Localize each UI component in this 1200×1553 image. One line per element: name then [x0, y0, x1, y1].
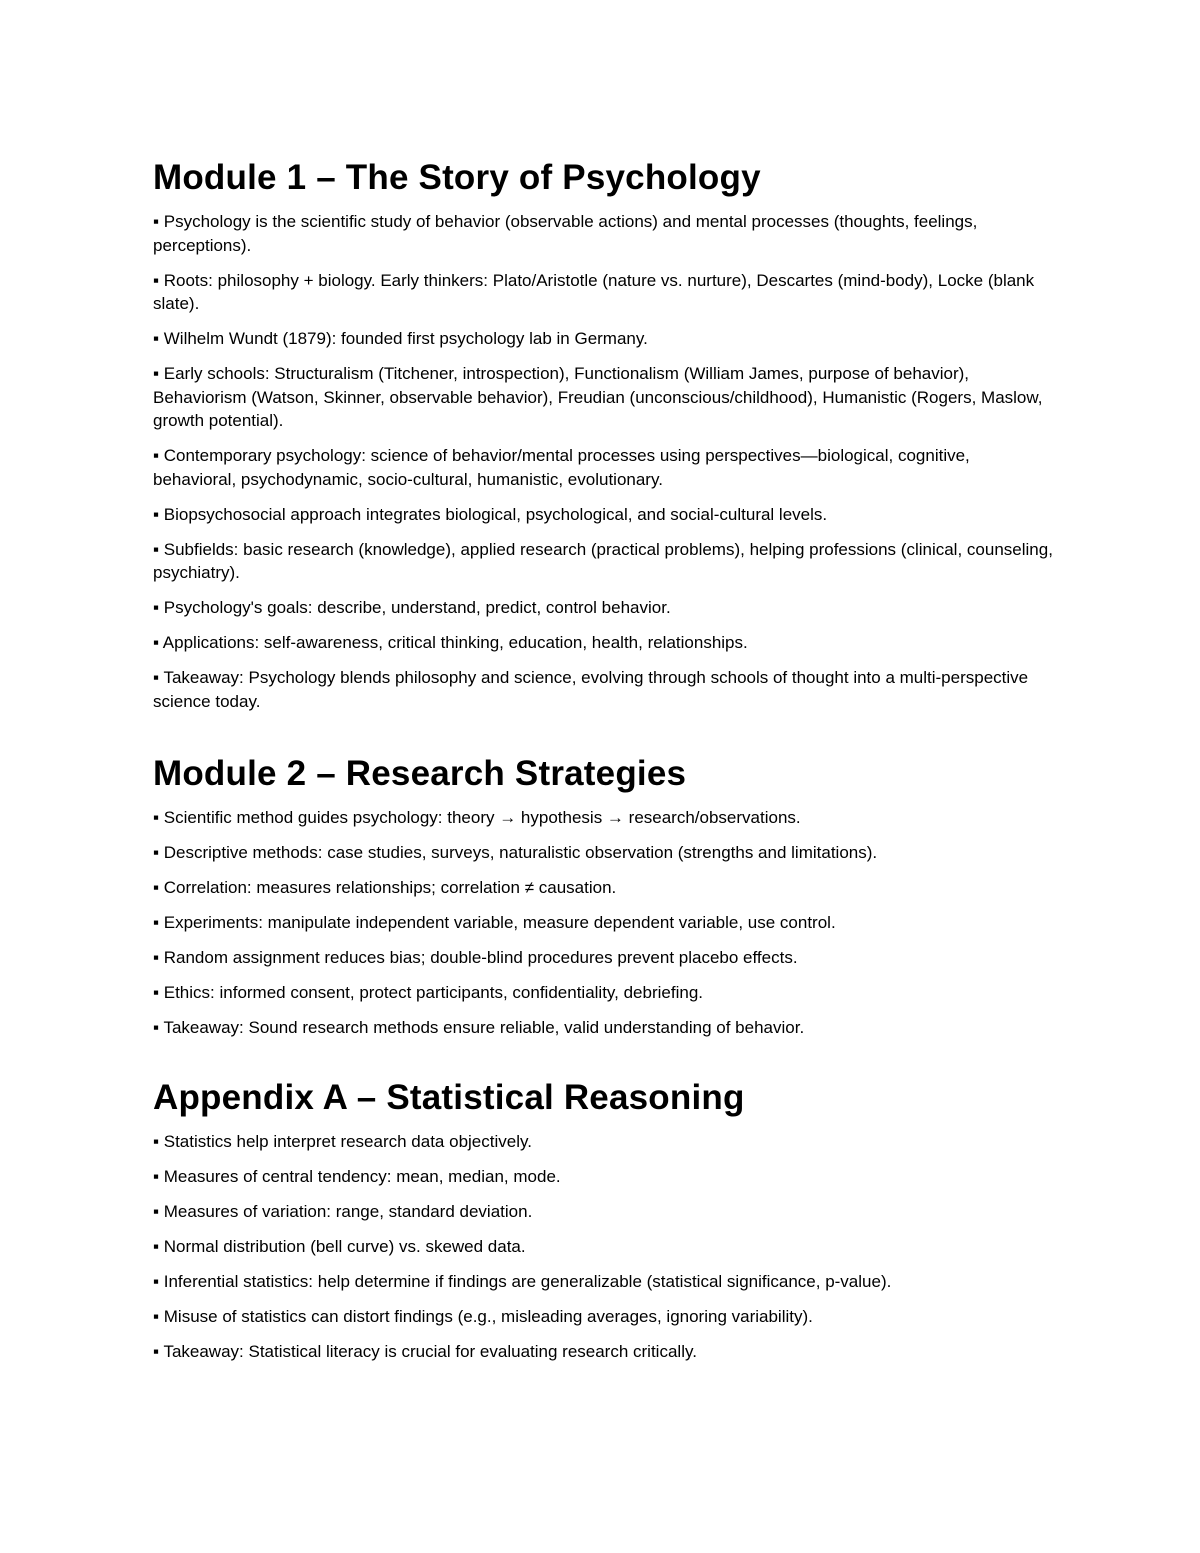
bullet-item: ▪ Normal distribution (bell curve) vs. skewed data.: [153, 1237, 526, 1256]
bullet-item: ▪ Scientific method guides psychology: theory → hypothesis → research/observations.: [153, 808, 801, 827]
bullet-item: ▪ Takeaway: Statistical literacy is crucial for evaluating research critically.: [153, 1342, 697, 1361]
bullet-item: ▪ Psychology is the scientific study of behavior (observable actions) and mental processes (thoughts, feelings, perceptions).: [153, 212, 978, 255]
section-heading: Module 1 – The Story of Psychology: [153, 158, 761, 197]
bullet-item: ▪ Measures of variation: range, standard deviation.: [153, 1202, 533, 1221]
section-appendix-a: [153, 1076, 1053, 1375]
bullet-item: ▪ Measures of central tendency: mean, median, mode.: [153, 1167, 561, 1186]
bullet-item: ▪ Subfields: basic research (knowledge), applied research (practical problems), helping professions (clinical, counseling, psychiatry).: [153, 539, 1053, 582]
section-module-1: [153, 156, 1053, 725]
bullet-item: ▪ Wilhelm Wundt (1879): founded first psychology lab in Germany.: [153, 329, 648, 348]
section-heading: Module 2 – Research Strategies: [153, 754, 687, 793]
bullet-item: ▪ Descriptive methods: case studies, surveys, naturalistic observation (strengths and limitations).: [153, 843, 878, 862]
bullet-item: ▪ Roots: philosophy + biology. Early thinkers: Plato/Aristotle (nature vs. nurture), Descartes (mind-body), Locke (blank slate).: [153, 270, 1035, 313]
bullet-item: ▪ Experiments: manipulate independent variable, measure dependent variable, use control.: [153, 913, 836, 932]
section-heading: Appendix A – Statistical Reasoning: [153, 1078, 745, 1117]
bullet-item: ▪ Random assignment reduces bias; double-blind procedures prevent placebo effects.: [153, 948, 798, 967]
bullet-item: ▪ Psychology's goals: describe, understand, predict, control behavior.: [153, 598, 671, 617]
bullet-item: ▪ Takeaway: Psychology blends philosophy and science, evolving through schools of thought into a multi-perspective science today.: [153, 668, 1029, 711]
bullet-item: ▪ Misuse of statistics can distort findings (e.g., misleading averages, ignoring variability).: [153, 1307, 813, 1326]
bullet-list: [153, 210, 1053, 713]
bullet-list: [153, 806, 1053, 1040]
bullet-item: ▪ Inferential statistics: help determine if findings are generalizable (statistical significance, p-value).: [153, 1272, 892, 1291]
bullet-item: ▪ Applications: self-awareness, critical thinking, education, health, relationships.: [153, 633, 748, 652]
bullet-item: ▪ Early schools: Structuralism (Titchener, introspection), Functionalism (William James, purpose of behavior), Behaviorism (Watson, Skinner, observable behavior), Freudian (unconscious/childhood), Humanistic (Rogers, Maslow, growth potential).: [153, 364, 1043, 430]
bullet-list: [153, 1130, 1053, 1364]
bullet-item: ▪ Ethics: informed consent, protect participants, confidentiality, debriefing.: [153, 983, 703, 1002]
bullet-item: ▪ Biopsychosocial approach integrates biological, psychological, and social-cultural levels.: [153, 504, 828, 524]
bullet-item: ▪ Takeaway: Sound research methods ensure reliable, valid understanding of behavior.: [153, 1018, 805, 1037]
bullet-item: ▪ Contemporary psychology: science of behavior/mental processes using perspectives—biological, cognitive, behavioral, psychodynamic, socio-cultural, humanistic, evolutionary.: [153, 446, 970, 489]
bullet-item: ▪ Statistics help interpret research data objectively.: [153, 1132, 532, 1151]
bullet-item: ▪ Correlation: measures relationships; correlation ≠ causation.: [153, 878, 617, 897]
section-module-2: [153, 752, 1053, 1051]
